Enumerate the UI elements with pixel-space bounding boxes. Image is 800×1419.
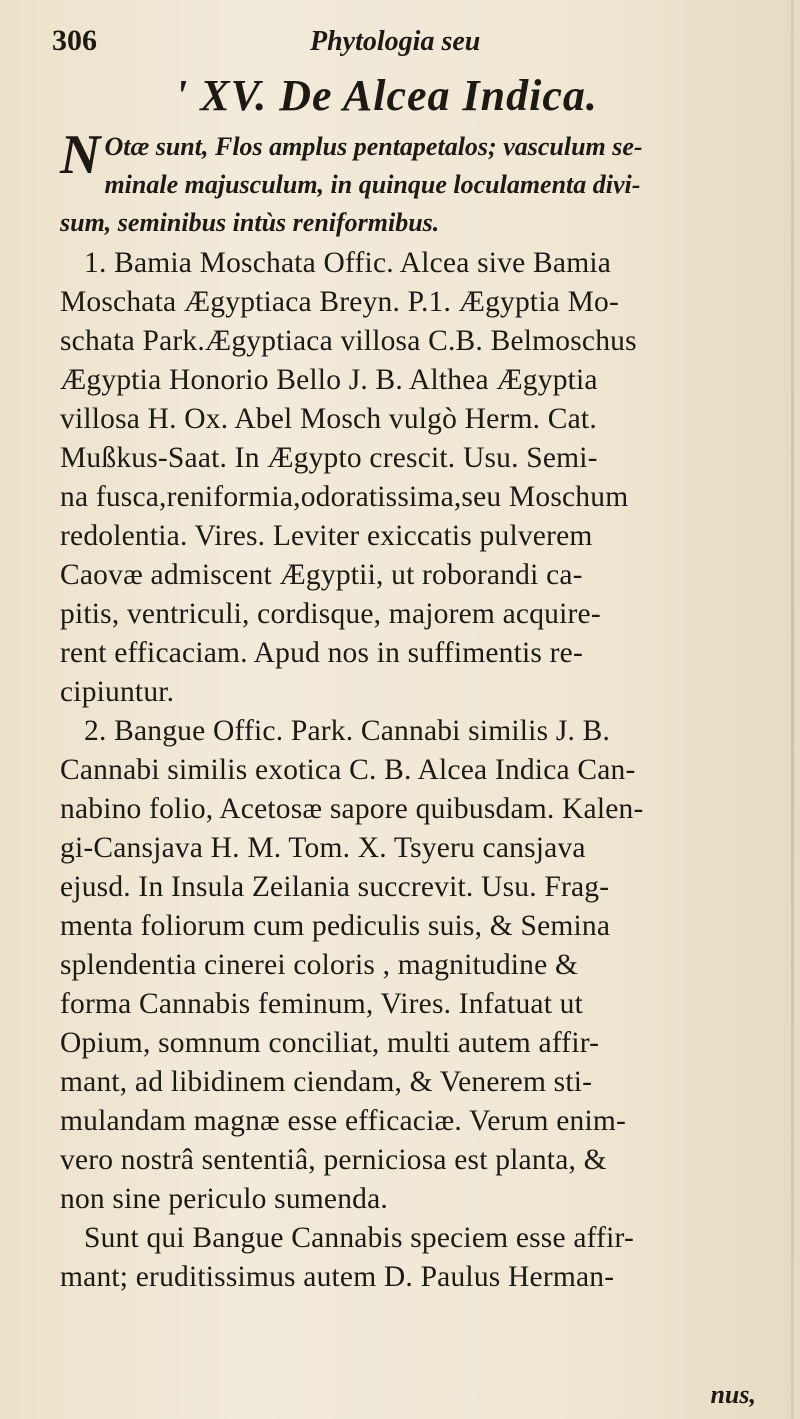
drop-cap: N: [60, 124, 101, 186]
text-line: mulandam magnæ esse efficaciæ. Verum enim-: [60, 1105, 627, 1137]
text-line: minale majusculum, in quinque loculamenta divi-: [104, 170, 641, 199]
text-line: schata Park.Ægyptiaca villosa C.B. Belmoschus: [60, 325, 637, 357]
text-line: menta foliorum cum pediculis suis, & Semina: [60, 910, 611, 942]
text-line: mant; eruditissimus autem D. Paulus Herman-: [60, 1261, 615, 1293]
text-line: Caovæ admiscent Ægyptii, ut roborandi ca-: [60, 559, 583, 591]
text-line: pitis, ventriculi, cordisque, majorem acquire-: [60, 598, 601, 630]
page-edge: [791, 0, 794, 1419]
section-title: ' XV. De Alcea Indica.: [175, 71, 598, 120]
text-line: Otæ sunt, Flos amplus pentapetalos; vasculum se-: [104, 132, 643, 161]
text-line: 1. Bamia Moschata Offic. Alcea sive Bamia: [84, 247, 612, 279]
text-line: nabino folio, Acetosæ sapore quibusdam. Kalen-: [60, 793, 644, 825]
intro-paragraph: [60, 124, 772, 242]
text-line: Opium, somnum conciliat, multi autem affir-: [60, 1027, 600, 1059]
text-line: gi-Cansjava H. M. Tom. X. Tsyeru cansjava: [60, 832, 586, 864]
text-line: forma Cannabis feminum, Vires. Infatuat ut: [60, 988, 584, 1020]
running-head: Phytologia seu: [310, 26, 481, 57]
text-line: Mußkus-Saat. In Ægypto crescit. Usu. Semi-: [60, 442, 598, 474]
text-line: cipiuntur.: [60, 676, 175, 708]
text-line: non sine periculo sumenda.: [60, 1183, 388, 1215]
text-line: Cannabi similis exotica C. B. Alcea Indica Can-: [60, 754, 636, 786]
page-header: [52, 22, 752, 62]
text-line: sum, seminibus intùs reniformibus.: [60, 208, 440, 237]
body-text: [60, 124, 772, 1297]
text-line: villosa H. Ox. Abel Mosch vulgò Herm. Cat.: [60, 403, 597, 435]
text-line: Ægyptia Honorio Bello J. B. Althea Ægyptia: [60, 364, 598, 396]
text-line: Moschata Ægyptiaca Breyn. P.1. Ægyptia Mo-: [60, 286, 619, 318]
catchword: nus,: [710, 1380, 756, 1409]
page-number: 306: [52, 24, 97, 57]
entry-bamia: [60, 244, 772, 712]
text-line: splendentia cinerei coloris , magnitudine &: [60, 949, 579, 981]
entry-bangue: [60, 712, 772, 1297]
text-line: vero nostrâ sententiâ, perniciosa est planta, &: [60, 1144, 607, 1176]
text-line: na fusca,reniformia,odoratissima,seu Moschum: [60, 481, 629, 513]
text-line: Sunt qui Bangue Cannabis speciem esse affir-: [84, 1222, 635, 1254]
text-line: rent efficaciam. Apud nos in suffimentis re-: [60, 637, 584, 669]
text-line: mant, ad libidinem ciendam, & Venerem sti-: [60, 1066, 593, 1098]
text-line: 2. Bangue Offic. Park. Cannabi similis J. B.: [84, 715, 611, 747]
text-line: ejusd. In Insula Zeilania succrevit. Usu. Frag-: [60, 871, 610, 903]
text-line: redolentia. Vires. Leviter exiccatis pulverem: [60, 520, 593, 552]
